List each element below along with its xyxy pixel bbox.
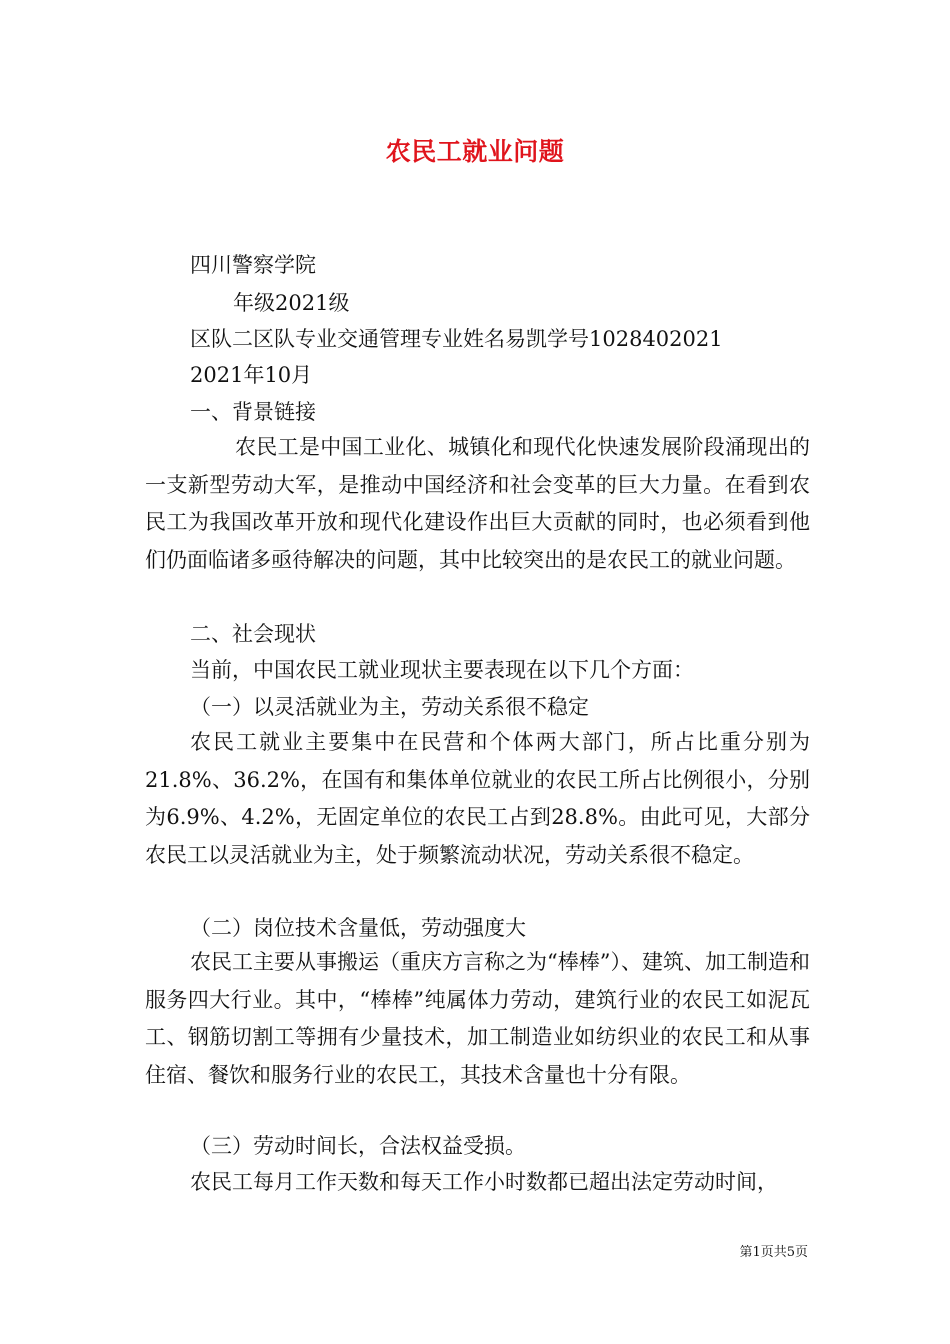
page-number-footer: 第1页共5页 bbox=[739, 1245, 808, 1260]
grade-line: 年级2021级 bbox=[233, 291, 350, 315]
section-heading-status: 二、社会现状 bbox=[190, 622, 316, 646]
document-title: 农民工就业问题 bbox=[385, 137, 565, 166]
school-name: 四川警察学院 bbox=[190, 253, 316, 277]
background-paragraph: 农民工是中国工业化、城镇化和现代化快速发展阶段涌现出的一支新型劳动大军，是推动中国经济和社会变革的巨大力量。在看到农民工为我国改革开放和现代化建设作出巨大贡献的同时，也必须看到他们仍面临诸多亟待解决的问题，其中比较突出的是农民工的就业问题。 bbox=[145, 435, 810, 572]
date-line: 2021年10月 bbox=[190, 363, 313, 387]
status-intro: 当前，中国农民工就业现状主要表现在以下几个方面： bbox=[190, 658, 694, 682]
student-details-line: 区队二区队专业交通管理专业姓名易凯学号1028402021 bbox=[190, 327, 723, 351]
subsection-heading-1: （一）以灵活就业为主，劳动关系很不稳定 bbox=[190, 695, 589, 719]
subsection-heading-2: （二）岗位技术含量低，劳动强度大 bbox=[190, 916, 526, 940]
subsection-heading-3: （三）劳动时间长，合法权益受损。 bbox=[190, 1134, 526, 1158]
subsection-paragraph-1: 农民工就业主要集中在民营和个体两大部门，所占比重分别为21.8%、36.2%，在国有和集体单位就业的农民工所占比例很小，分别为6.9%、4.2%，无固定单位的农民工占到28.8%。由此可见，大部分农民工以灵活就业为主，处于频繁流动状况，劳动关系很不稳定。 bbox=[145, 730, 810, 867]
section-heading-background: 一、背景链接 bbox=[190, 400, 316, 424]
subsection-paragraph-2: 农民工主要从事搬运（重庆方言称之为“棒棒”）、建筑、加工制造和服务四大行业。其中，“棒棒”纯属体力劳动，建筑行业的农民工如泥瓦工、钢筋切割工等拥有少量技术，加工制造业如纺织业的农民工和从事住宿、餐饮和服务行业的农民工，其技术含量也十分有限。 bbox=[145, 950, 810, 1087]
subsection-paragraph-3: 农民工每月工作天数和每天工作小时数都已超出法定劳动时间， bbox=[190, 1170, 778, 1194]
